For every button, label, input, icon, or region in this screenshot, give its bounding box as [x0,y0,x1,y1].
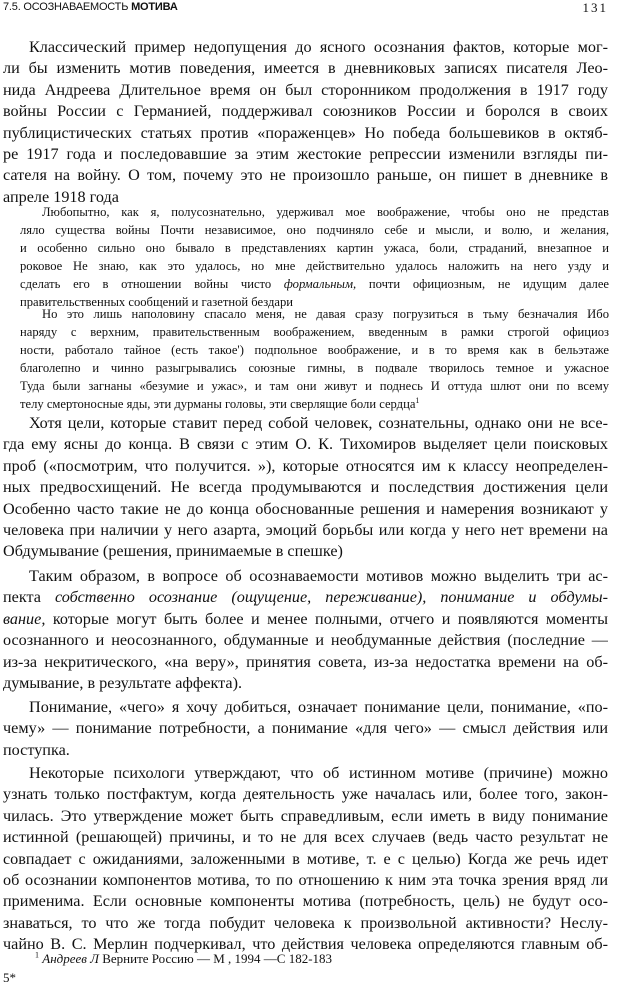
quote-text: сделать его в отношении войны чисто [20,277,272,292]
text-line: думывание, в результате аффекта). [3,673,243,692]
text-line: ли бы изменить мотив поведения, имеется в дневниковых записях писателя Лео- [3,59,608,78]
text-line: узнать только постфактум, когда деятельность уже началась или, более того, закон- [3,785,608,804]
quote-line: роковое Не знаю, как это удалось, но мне действительно удалось наложить на него узду и [20,259,609,274]
text-line: чему» — понимание потребности, а понимание «для чего» — смысл действия или [3,719,608,738]
text-line: Некоторые психологи утверждают, что об истинном мотиве (причине) можно [29,764,608,782]
text-italic: вание, [3,609,46,628]
text-line: человека при наличии у него азарта, эмоций борьбы или когда у него нет времени на [3,520,608,539]
text-line: проб («посмотрим, что получится. »), которые относятся им к классу неопределен- [3,456,608,475]
text-line [3,609,608,630]
footnote-text: Верните Россию — М , 1994 —С 182-183 [102,951,333,966]
text-italic: собственно осознание (ощущение, переживание), понимание и обдумы- [55,588,608,607]
footnote-author: Андреев Л [42,951,99,966]
header-section-bold: МОТИВА [131,1,178,13]
quote-text: почти официозным, не идущим далее [368,277,609,292]
header-section-prefix: 7.5. ОСОЗНАВАЕМОСТЬ [3,1,132,13]
text-line: поступка. [3,740,70,759]
page-number: 131 [582,0,608,15]
text-line: ных предвосхищений. Не всегда продумываются и последствия достижения цели [3,478,608,497]
quote-italic: формальным, [283,277,357,292]
text-plain: которые могут быть более и менее полными, отчего и появляются моменты [52,609,608,628]
text-line: применима. Если основные компоненты мотива (потребность, цель) не будут осо- [3,892,608,911]
text-line: знаваться, то что же тогда побудит человека к произвольной активности? Неслу- [3,913,608,932]
text-line: Хотя цели, которые ставит перед собой человек, сознательны, однако они не все- [29,414,608,432]
paragraph-1 [3,37,608,208]
text-line: чилась. Это утверждение может быть справедливым, если иметь в виду понимание [3,806,608,825]
quote-line: благолепно и чинно разыгрывались союзные гимны, в подвале творилось темное и ужасное [20,361,609,376]
text-line: нида Андреева Длительное время он был сторонником продолжения в 1917 году [3,80,608,99]
quote-line [20,275,609,293]
quote-line: Туда были загнаны «безумие и ужас», и там они живут и поднесь И оттуда шлют они по всему [20,379,609,394]
paragraph-4 [3,697,608,761]
quote-line: Любопытно, как я, полусознательно, удерживал мое воображение, чтобы оно не представ [42,205,609,219]
quote-line [20,395,609,413]
quote-block-1 [20,203,609,312]
text-line: Обдумывание (решения, принимаемые в спешке) [3,542,343,561]
text-line: об осознании компонентов мотива, то по отношению к ним эта точка зрения вряд ли [3,870,608,889]
text-line: Понимание, «чего» я хочу добиться, означает понимание цели, понимание, «по- [29,698,608,716]
text-line: публицистических статьях против «пораженцев» Но победа большевиков в октяб- [3,123,608,142]
text-line: апреле 1918 года [3,187,119,206]
quote-line: и особенно сильно оно бывало в представлениях картин ужаса, боли, страданий, внезапное и [20,241,609,256]
footnote-mark: 1 [35,950,39,960]
text-line: Особенно часто такие не до конца обоснованные решения и намерения возникают у [3,499,608,518]
quote-line: ности, работало тайное (есть такое') подпольное воображение, и в то время как в бельэтаже [20,343,609,358]
text-line: Классический пример недопущения до ясного осознания фактов, которые мог- [29,38,608,56]
quote-text: телу смертоносные яды, эти дурманы головы, эти сверлящие боли сердца [20,397,416,412]
text-line [3,587,608,608]
text-line: Таким образом, в вопросе об осознаваемости мотивов можно выделить три ас- [29,567,608,585]
text-line: истинной (решающей) причины, и то не для всех случаев (ведь часто результат не [3,828,608,847]
text-line: чайно В. С. Мерлин подчеркивал, что действия человека определяются главным об- [3,935,608,954]
text-line: гда ему ясны до конца. В связи с этим О. К. Тихомиров выделяет цели поисковых [3,435,608,454]
text-line: сателя на войну. О том, почему это не произошло раньше, он пишет в дневнике в [3,166,608,185]
signature-mark: 5* [3,970,16,985]
quote-line: наряду с верхним, правительственным воображением, введенным в рамки строгой официоз [20,325,609,340]
text-plain: пекта [3,588,41,607]
quote-block-2 [20,305,609,414]
quote-line: Но это лишь наполовину спасало меня, не давая сразу погрузиться в тьму безначалия Ибо [42,307,609,321]
text-line: совпадает с ожиданиями, заложенными в мотиве, т. е с целью) Когда же речь идет [3,849,608,868]
paragraph-2 [3,413,608,563]
paragraph-5 [3,763,608,956]
text-line: осознанного и неосознанного, обдуманные и необдуманные действия (последние — [3,631,608,650]
text-line: войны России с Германией, поддерживал союзников России и боролся в своих [3,102,608,121]
footnote [35,951,332,967]
footnote-ref: 1 [415,396,420,406]
running-header [3,1,178,13]
quote-line: ляло существа войны Почти независимое, оно подчиняло себе и мысли, и волю, и желания, [20,223,609,238]
text-line: ре 1917 года и последовавшие за этим жестокие репрессии изменили взгляды пи- [3,144,608,163]
text-line: из-за некритического, «на веру», принятия совета, из-за недостатка времени на об- [3,652,608,671]
paragraph-3 [3,566,608,694]
quote-line: правительственных сообщений и газетной бездари [20,295,294,310]
